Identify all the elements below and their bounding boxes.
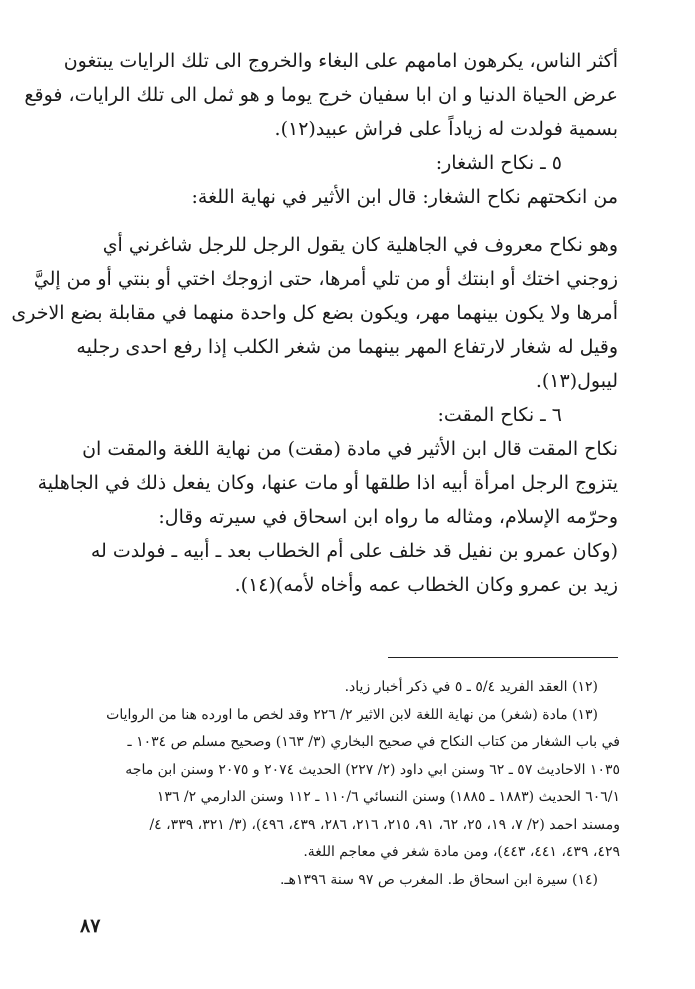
footnotes	[80, 674, 620, 894]
body-line: بسمية فولدت له زياداً على فراش عبيد(١٢).	[274, 118, 618, 140]
body-line: أكثر الناس، يكرهون امامهم على البغاء والخروج الى تلك الرايات يبتغون	[63, 50, 618, 72]
body-line: وحرّمه الإسلام، ومثاله ما رواه ابن اسحاق في سيرته وقال:	[158, 506, 618, 528]
footnote-13-cont: ٤٢٩، ٤٣٩، ٤٤١، ٤٤٣)، ومن مادة شغر في معاجم اللغة.	[303, 844, 620, 860]
footnote-13-cont: ومسند احمد (٢/ ٧، ١٩، ٢٥، ٦٢، ٩١، ٢١٥، ٢١٦، ٢٨٦، ٤٣٩، ٤٩٦)، (٣/ ٣٢١، ٣٣٩، ٤/	[149, 816, 620, 833]
footnote-14: (١٤) سيرة ابن اسحاق ط. المغرب ص ٩٧ سنة ١٣٩٦هـ.	[279, 871, 598, 888]
body-line: يتزوج الرجل امرأة أبيه اذا طلقها أو مات عنها، وكان يفعل ذلك في الجاهلية	[37, 472, 618, 494]
body-line: ليبول(١٣).	[535, 370, 618, 392]
footnote-13-cont: ٦٠٦/١ الحديث (١٨٨٣ ـ ١٨٨٥) وسنن النسائي ١١٠/٦ ـ ١١٢ وسنن الدارمي ٢/ ١٣٦	[156, 789, 620, 805]
footnote-13-cont: في باب الشغار من كتاب النكاح في صحيح البخاري (٣/ ١٦٣) وصحيح مسلم ص ١٠٣٤ ـ	[127, 734, 620, 750]
footnote-12: (١٢) العقد الفريد ٥/٤ ـ ٥ في ذكر أخبار زياد.	[344, 679, 598, 695]
quote-line: (وكان عمرو بن نفيل قد خلف على أم الخطاب بعد ـ أبيه ـ فولدت له	[90, 540, 618, 562]
body-line: عرض الحياة الدنيا و ان ابا سفيان خرج يوما و هو ثمل الى تلك الرايات، فوقع	[24, 84, 618, 106]
body-line: أمرها ولا يكون بينهما مهر، ويكون بضع كل واحدة منهما في مقابلة بضع الاخرى	[11, 302, 618, 324]
footnote-13: (١٣) مادة (شغر) من نهاية اللغة لابن الاثير ٢/ ٢٢٦ وقد لخص ما اورده هنا من الروايات	[106, 706, 598, 723]
paragraph-gap	[78, 214, 618, 228]
body-line: زوجني اختك أو ابنتك أو من تلي أمرها، حتى ازوجك اختي أو بنتي أو من إليَّ	[33, 268, 618, 290]
body-line: وقيل له شغار لارتفاع المهر بينهما من شغر الكلب إذا رفع احدى رجليه	[76, 336, 618, 358]
body-line: من انكحتهم نكاح الشغار: قال ابن الأثير في نهاية اللغة:	[191, 186, 618, 208]
section-heading-shighar: ٥ ـ نكاح الشغار:	[435, 152, 562, 174]
page-number: ٨٧	[80, 915, 101, 937]
body-line: وهو نكاح معروف في الجاهلية كان يقول الرجل للرجل شاغرني أي	[102, 234, 618, 256]
quote-line: زيد بن عمرو وكان الخطاب عمه وأخاه لأمه)(١٤).	[234, 574, 618, 596]
main-text	[11, 44, 618, 602]
body-line: نكاح المقت قال ابن الأثير في مادة (مقت) من نهاية اللغة والمقت ان	[82, 438, 618, 460]
footnote-13-cont: ١٠٣٥ الاحاديث ٥٧ ـ ٦٢ وسنن ابي داود (٢/ ٢٢٧) الحديث ٢٠٧٤ و ٢٠٧٥ وسنن ابن ماجه	[125, 761, 620, 778]
section-heading-maqt: ٦ ـ نكاح المقت:	[437, 404, 562, 426]
footnote-separator	[388, 657, 618, 658]
